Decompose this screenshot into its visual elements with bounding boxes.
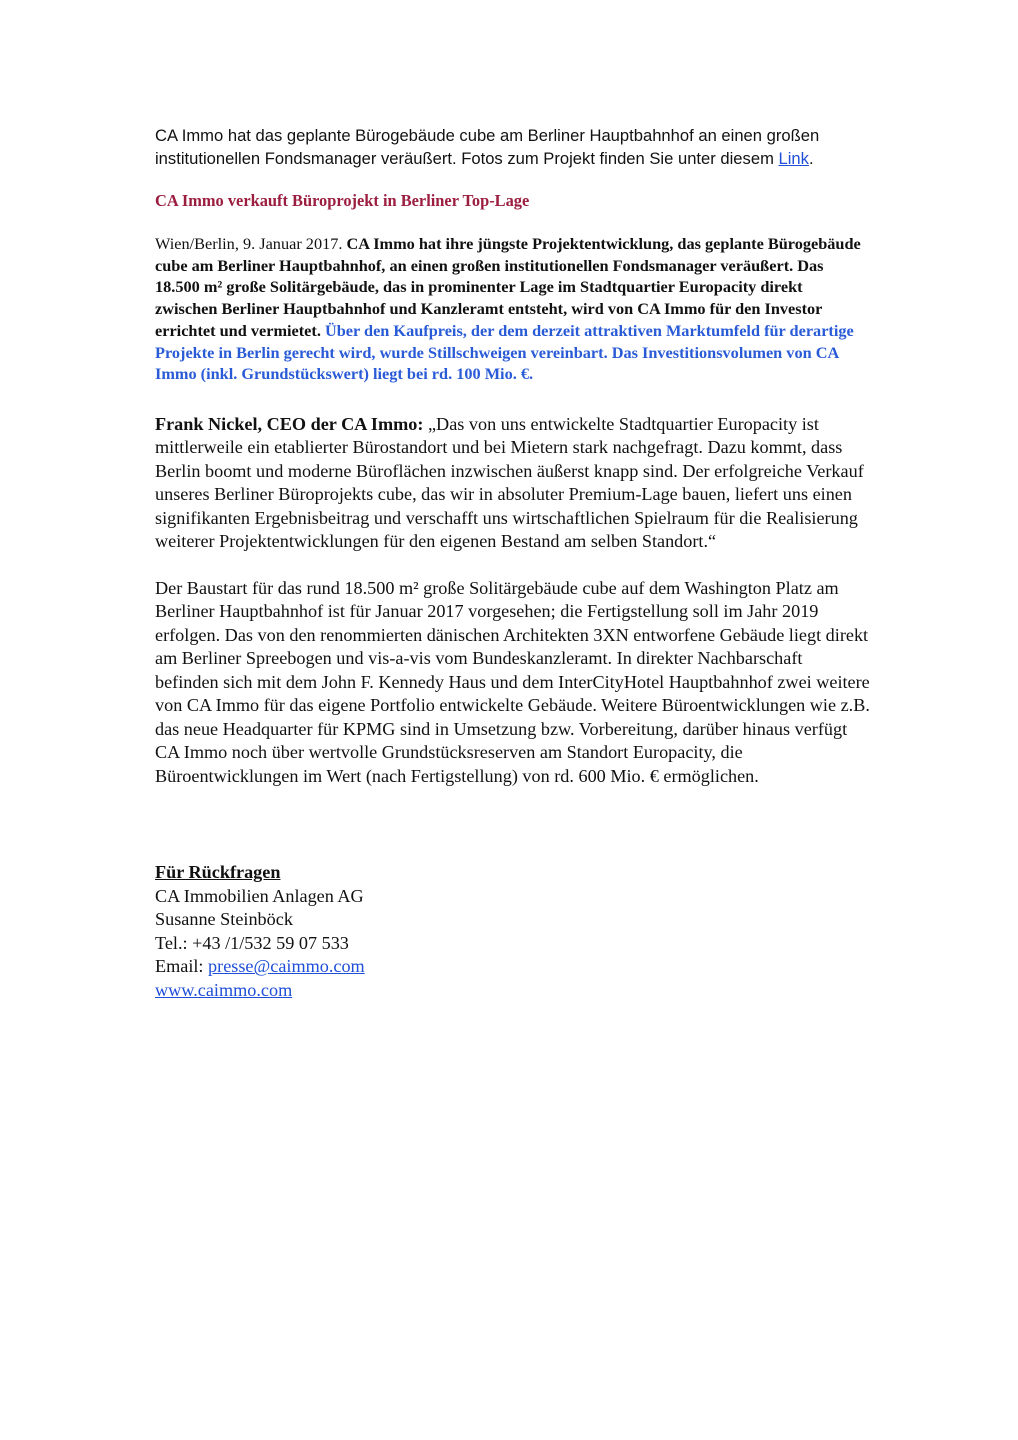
email-link[interactable]: presse@caimmo.com xyxy=(208,956,365,977)
contact-email-line xyxy=(155,955,870,979)
website-link[interactable]: www.caimmo.com xyxy=(155,979,293,1000)
dateline: Wien/Berlin, 9. Januar 2017. xyxy=(155,234,347,253)
quote-text: „Das von uns entwickelte Stadtquartier Europacity ist mittlerweile ein etablierter Bürostandort und bei Mietern stark nachgefragt. Dazu kommt, dass Berlin boomt und moderne Büroflächen inzwischen äußerst knapp sind. Der erfolgreiche Verkauf unseres Berliner Büroprojekts cube, das wir in absoluter Premium-Lage bauen, liefert uns einen signifikanten Ergebnisbeitrag und verschafft uns wirtschaftlichen Spielraum für die Realisierung weiterer Projektentwicklungen für den eigenen Bestand am selben Standort.“ xyxy=(155,413,864,552)
contact-company: CA Immobilien Anlagen AG xyxy=(155,885,364,906)
lead-paragraph xyxy=(155,233,867,385)
photos-link[interactable]: Link xyxy=(778,149,809,168)
contact-phone: Tel.: +43 /1/532 59 07 533 xyxy=(155,932,349,953)
contact-heading: Für Rückfragen xyxy=(155,862,281,883)
lead-bold-text: CA Immo hat ihre jüngste Projektentwicklung, das geplante Bürogebäude cube am Berliner Hauptbahnhof, an einen großen institutionellen Fondsmanager veräußert. Das 18.500 m² große Solitärgebäude, das in prominenter Lage im Stadtquartier Europacity direkt zwischen Berliner Hauptbahnhof und Kanzleramt entsteht, wird von CA Immo für den Investor errichtet und vermietet. xyxy=(155,234,861,340)
contact-person: Susanne Steinböck xyxy=(155,909,293,930)
quote-paragraph xyxy=(155,413,870,554)
press-release-page xyxy=(155,124,870,1002)
details-paragraph: Der Baustart für das rund 18.500 m² große Solitärgebäude cube auf dem Washington Platz am Berliner Hauptbahnhof ist für Januar 2017 vorgesehen; die Fertigstellung soll im Jahr 2019 erfolgen. Das von den renommierten dänischen Architekten 3XN entworfene Gebäude liegt direkt am Berliner Spreebogen und vis-a-vis vom Bundeskanzleramt. In direkter Nachbarschaft befinden sich mit dem John F. Kennedy Haus und dem InterCityHotel Hauptbahnhof zwei weitere von CA Immo für das eigene Portfolio entwickelte Gebäude. Weitere Büroentwicklungen wie z.B. das neue Headquarter für KPMG sind in Umsetzung bzw. Vorbereitung, darüber hinaus verfügt CA Immo noch über wertvolle Grundstücksreserven am Standort Europacity, die Büroentwicklungen im Wert (nach Fertigstellung) von rd. 600 Mio. € ermöglichen. xyxy=(155,577,870,786)
email-label: Email: xyxy=(155,956,209,977)
intro-text: CA Immo hat das geplante Bürogebäude cube am Berliner Hauptbahnhof an einen großen institutionellen Fondsmanager veräußert. Fotos zum Projekt finden Sie unter diesem xyxy=(155,126,820,168)
lead-highlight-text: Über den Kaufpreis, der dem derzeit attraktiven Marktumfeld für derartige Projekte in Berlin gerecht wird, wurde Stillschweigen vereinbart. Das Investitionsvolumen von CA Immo (inkl. Grundstückswert) liegt bei rd. 100 Mio. €. xyxy=(155,320,854,384)
contact-website-line xyxy=(155,979,870,1003)
contact-block xyxy=(155,861,870,1002)
headline: CA Immo verkauft Büroprojekt in Berliner Top-Lage xyxy=(155,191,530,210)
intro-paragraph xyxy=(155,124,865,170)
quote-speaker: Frank Nickel, CEO der CA Immo: xyxy=(155,413,424,434)
intro-text-end: . xyxy=(808,149,814,168)
